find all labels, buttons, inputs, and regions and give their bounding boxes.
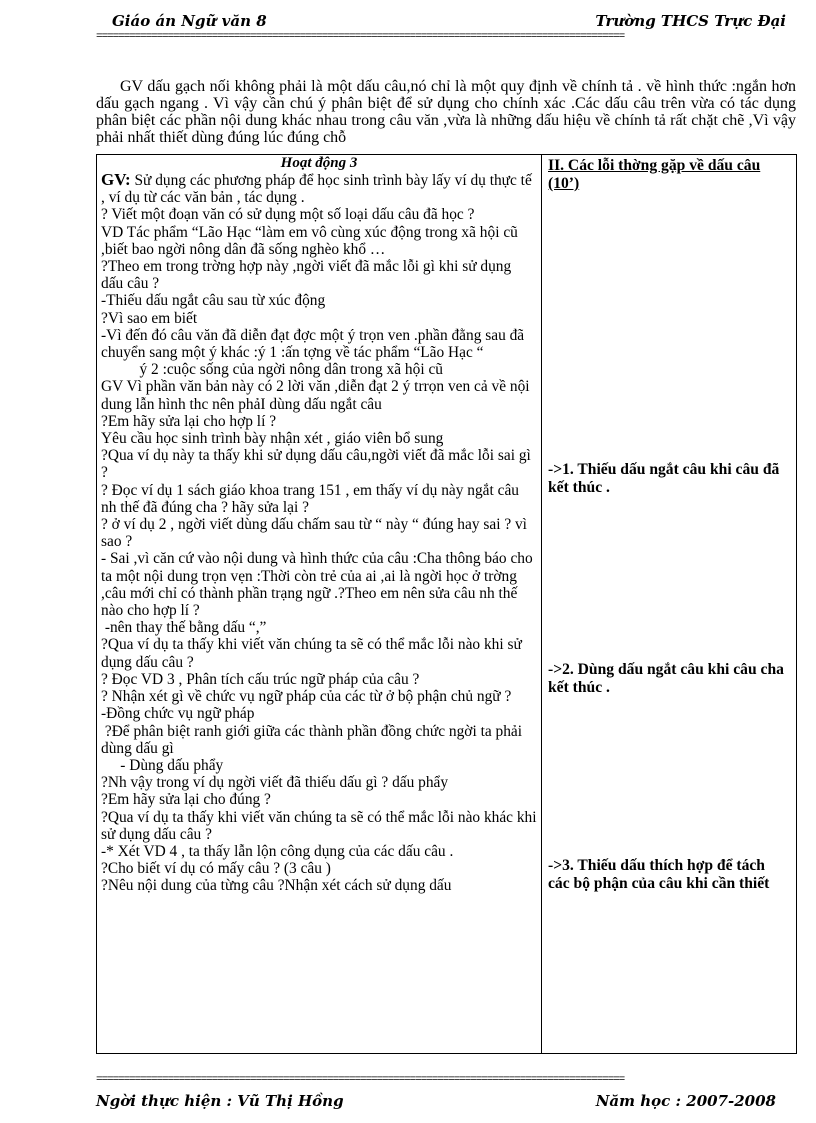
header-school: Trường THCS Trực Đại	[595, 12, 786, 30]
activity-title: Hoạt động 3	[280, 155, 358, 171]
error-note-3: ->3. Thiếu dấu thích hợp để tách các bộ phận của câu khi cần thiết	[548, 857, 770, 892]
activity-line: ? Viết một đoạn văn có sử dụng một số loại dấu câu đã học ?	[101, 206, 475, 224]
error-note-2: ->2. Dùng dấu ngắt câu khi câu cha kết thúc .	[548, 661, 784, 696]
activity-line: VD Tác phẩm “Lão Hạc “làm em vô cùng xúc động trong xã hội cũ ,biết bao ngời nông dân đã sống nghèo khổ …	[101, 223, 522, 258]
activity-line: ? Đọc ví dụ 1 sách giáo khoa trang 151 , em thấy ví dụ này ngắt câu nh thế đã đúng cha ? hãy sửa lại ?	[101, 481, 523, 516]
activity-line: ?Qua ví dụ ta thấy khi viết văn chúng ta sẽ có thể mắc lỗi nào khác khi sử dụng dấu câu ?	[101, 808, 541, 843]
activity-line: - Dùng dấu phẩy	[101, 756, 224, 774]
activity-line: ?Nh vậy trong ví dụ ngời viết đã thiếu dấu gì ? dấu phẩy	[101, 774, 449, 792]
content-notes	[542, 155, 796, 1053]
activity-line: ?Em hãy sửa lại cho đúng ?	[101, 791, 271, 809]
activity-line: ?Qua ví dụ ta thấy khi viết văn chúng ta sẽ có thể mắc lỗi nào khi sử dụng dấu câu ?	[101, 636, 526, 671]
activity-line: ?Cho biết ví dụ có mấy câu ? (3 câu )	[101, 860, 331, 878]
activity-lines	[101, 206, 541, 895]
activity-line: ?Để phân biệt ranh giới giữa các thành phần đồng chức ngời ta phải dùng dấu gì	[101, 722, 526, 757]
content-column	[542, 155, 797, 1054]
activity-line: ?Em hãy sửa lại cho hợp lí ?	[101, 412, 277, 430]
activity-line: ?Qua ví dụ này ta thấy khi sử dụng dấu câu,ngời viết đã mắc lỗi sai gì ?	[101, 447, 535, 482]
lesson-row	[97, 155, 797, 1054]
activity-line: ? Nhận xét gì về chức vụ ngữ pháp của các từ ở bộ phận chủ ngữ ?	[101, 688, 512, 706]
lesson-table	[96, 154, 797, 1054]
activity-line: Yêu cầu học sinh trình bày nhận xét , giáo viên bổ sung	[101, 430, 444, 448]
activity-line: -* Xét VD 4 , ta thấy lẫn lộn công dụng của các dấu câu .	[101, 842, 454, 860]
header-subject: Giáo án Ngữ văn 8	[112, 12, 267, 30]
footer-rule: ================================================================================================	[96, 1074, 625, 1086]
activity-line: ? ở ví dụ 2 , ngời viết dùng dấu chấm sau từ “ này “ đúng hay sai ? vì sao ?	[101, 516, 531, 551]
activity-line: -Thiếu dấu ngắt câu sau từ xúc động	[101, 292, 326, 310]
activity-line: -Đồng chức vụ ngữ pháp	[101, 705, 255, 723]
activity-line: ? Đọc VD 3 , Phân tích cấu trúc ngữ pháp của câu ?	[101, 670, 420, 688]
gv-label: GV:	[101, 170, 131, 189]
activity-column	[97, 155, 542, 1054]
footer-school-year: Năm học : 2007-2008	[595, 1092, 776, 1110]
activity-line	[101, 171, 537, 206]
activity-content	[97, 155, 541, 1053]
activity-line: ý 2 :cuộc sống của ngời nông dân trong xã hội cũ	[101, 361, 443, 379]
header-rule: ================================================================================================	[96, 31, 625, 43]
activity-line: -Vì đến đó câu văn đã diễn đạt đợc một ý trọn ven .phần đằng sau đã chuyển sang một ý khác :ý 1 :ấn tợng về tác phẩm “Lão Hạc “	[101, 326, 528, 362]
section-title: II. Các lỗi thờng gặp về dấu câu (10’)	[548, 157, 761, 192]
activity-line: -nên thay thế bằng dấu “,”	[101, 619, 267, 637]
activity-line: - Sai ,vì căn cứ vào nội dung và hình thức của câu :Cha thông báo cho ta một nội dung trọn vẹn :Thời còn trẻ của ai ,ai là ngời học ở trờng ,câu mới chỉ có thành phần trạng ngữ .?Theo em nên sửa câu nh thế nào cho hợp lí ?	[101, 550, 537, 620]
intro-paragraph	[96, 78, 796, 152]
activity-line: ?Theo em trong trờng hợp này ,ngời viết đã mắc lỗi gì khi sử dụng dấu câu ?	[101, 258, 516, 293]
gv-instruction: Sử dụng các phương pháp để học sinh trình bày lấy ví dụ thực tế , ví dụ từ các văn bản , tác dụng .	[101, 172, 532, 207]
activity-line: ?Nêu nội dung của từng câu ?Nhận xét cách sử dụng dấu	[101, 877, 452, 895]
intro-text: GV dấu gạch nối không phải là một dấu câu,nó chỉ là một quy định về chính tả . về hình thức :ngắn hơn dấu gạch ngang . Vì vậy cần chú ý phân biệt để sử dụng cho chính xác .Các dấu câu trên vừa có tác dụng phân biệt các phần nội dung khác nhau trong câu văn ,vừa là những dấu hiệu về chính tả rất chặt chẽ ,Vì vậy phải nhất thiết dùng đúng lúc đúng chỗ	[96, 78, 796, 146]
activity-line: ?Vì sao em biết	[101, 309, 198, 327]
activity-line: GV Vì phần văn bản này có 2 lời văn ,diễn đạt 2 ý trrọn ven cả về nội dung lẫn hình thc nên phảI dùng dấu ngắt câu	[101, 378, 534, 413]
footer-author: Ngời thực hiện : Vũ Thị Hồng	[96, 1092, 344, 1110]
error-note-1: ->1. Thiếu dấu ngắt câu khi câu đã kết thúc .	[548, 461, 780, 496]
